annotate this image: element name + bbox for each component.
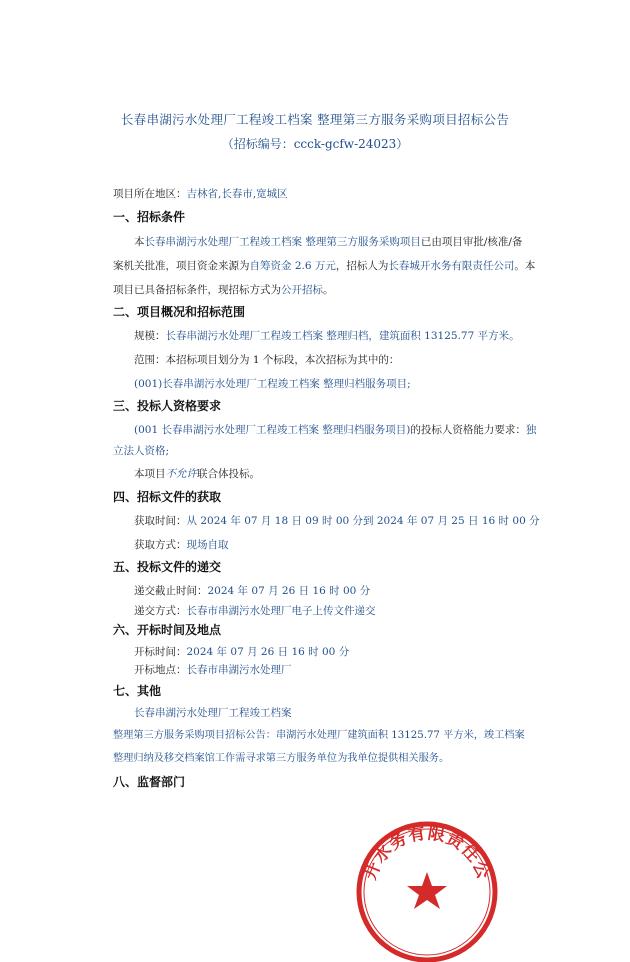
s4-method [134,538,229,552]
s4-method-label: 获取方式： [134,539,187,551]
tender-number: （招标编号：ccck-gcfw-24023） [221,137,409,151]
section-5-heading: 五、投标文件的递交 [113,560,222,574]
s5-method-label: 递交方式： [134,605,187,617]
s6-time-label: 开标时间： [134,646,187,658]
location-label: 项目所在地区： [113,188,187,200]
s5-deadline [134,584,370,598]
s4-time [134,514,540,528]
s1-p3-c: 。 [323,284,334,296]
s6-time [134,645,349,659]
s1-tender-method: 公开招标 [281,284,323,296]
section-3-heading: 三、投标人资格要求 [113,399,222,413]
s7-line-2: 整理第三方服务采购项目招标公告：串湖污水处理厂建筑面积 13125.77 平方米，竣工档案 [113,730,525,741]
s5-method [134,604,376,618]
section-4-heading: 四、招标文件的获取 [113,490,222,504]
s1-paragraph-line-1 [134,235,522,249]
seal-text: 开水务有限责任公 [360,823,494,883]
s3-qualification-line-2: 立法人资格; [113,445,170,457]
section-8-heading: 八、监督部门 [113,775,186,789]
s1-p2-c: ，招标人为 [335,260,389,272]
s5-method-value: 长春市串湖污水处理厂电子上传文件递交 [186,605,376,617]
s3-joint-c: 联合体投标。 [197,468,260,480]
s3-qualification-line-1 [134,423,536,437]
s1-p1-c: 已由项目审批/核准/备 [420,236,523,248]
location-value: 吉林省,长春市,宽城区 [186,188,288,200]
s4-time-label: 获取时间： [134,515,187,527]
s1-p1-a: 本 [134,236,145,248]
s1-p2-e: 。本 [514,260,536,272]
section-6-heading: 六、开标时间及地点 [113,623,222,637]
s2-scale-value: 长春串湖污水处理厂工程竣工档案 整理归档，建筑面积 13125.77 平方米。 [165,330,520,342]
s7-line-3: 整理归纳及移交档案馆工作需寻求第三方服务单位为我单位提供相关服务。 [113,753,450,764]
s3-q1-b: 的投标人资格能力要求： [410,424,526,436]
s1-paragraph-line-2 [113,259,535,273]
project-location [113,187,288,201]
s4-time-value: 从 2024 年 07 月 18 日 09 时 00 分到 2024 年 07 月 25 日 16 时 00 分 [186,515,540,527]
section-7-heading: 七、其他 [113,684,162,698]
section-1-heading: 一、招标条件 [113,210,186,224]
company-seal-icon [352,812,502,962]
s1-project-name: 长春串湖污水处理厂工程竣工档案 整理第三方服务采购项目 [144,236,421,248]
s1-funding: 自筹资金 2.6 万元 [249,260,336,272]
page-title: 长春串湖污水处理厂工程竣工档案 整理第三方服务采购项目招标公告 [120,112,510,127]
s3-joint-a: 本项目 [134,468,166,480]
s1-paragraph-line-3 [113,283,334,297]
s1-tenderer: 长春城开水务有限责任公司 [388,260,515,272]
s7-line-1: 长春串湖污水处理厂工程竣工档案 [134,707,292,719]
s2-scale [134,329,520,343]
s1-p2-a: 案机关批准，项目资金来源为 [113,260,250,272]
s2-scale-label: 规模： [134,330,166,342]
seal-star-icon [407,872,447,909]
s3-q1-c: 独 [525,424,537,436]
s3-joint-b: 不允许 [165,468,197,480]
s2-range: 范围：本招标项目划分为 1 个标段，本次招标为其中的： [134,354,400,366]
s5-deadline-label: 递交截止时间： [134,585,208,597]
s2-lot: (001)长春串湖污水处理厂工程竣工档案 整理归档服务项目; [134,378,411,390]
s1-p3-a: 项目已具备招标条件，现招标方式为 [113,284,281,296]
s6-time-value: 2024 年 07 月 26 日 16 时 00 分 [186,646,350,658]
s3-q1-a: (001 长春串湖污水处理厂工程竣工档案 整理归档服务项目) [134,424,411,436]
s6-place-label: 开标地点： [134,664,187,676]
section-2-heading: 二、项目概况和招标范围 [113,305,246,319]
s5-deadline-value: 2024 年 07 月 26 日 16 时 00 分 [207,585,371,597]
s6-place [134,663,292,677]
s6-place-value: 长春市串湖污水处理厂 [186,664,292,676]
s4-method-value: 现场自取 [186,539,229,551]
s3-joint-bid [134,467,260,481]
